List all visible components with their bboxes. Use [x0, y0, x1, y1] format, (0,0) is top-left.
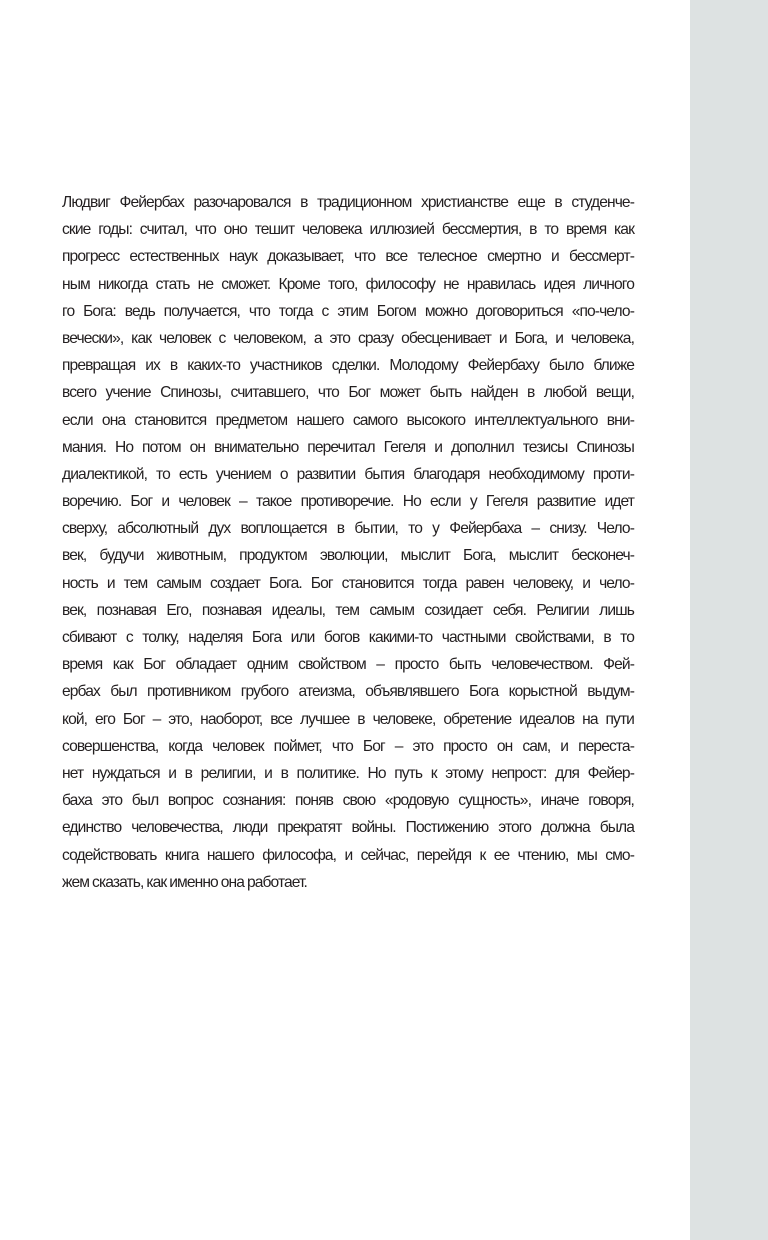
paragraph-line: вечески», как человек с человеком, а это сразу обесценивает и Бога, и человека,: [62, 329, 634, 347]
paragraph-line: воречию. Бог и человек – такое противоречие. Но если у Гегеля развитие идет: [62, 493, 634, 511]
paragraph-line: ербах был противником грубого атеизма, объявлявшего Бога корыстной выдум-: [62, 683, 634, 701]
paragraph-line: диалектикой, то есть учением о развитии бытия благодаря необходимому проти-: [62, 465, 634, 483]
paragraph-line: прогресс естественных наук доказывает, что все телесное смертно и бессмерт-: [62, 248, 634, 266]
page-edge-band: [690, 0, 768, 1240]
paragraph-line: ным никогда стать не сможет. Кроме того, философу не нравилась идея личного: [62, 275, 634, 293]
paragraph-line: единство человечества, люди прекратят войны. Постижению этого должна была: [62, 819, 634, 837]
paragraph-line: превращая их в каких-то участников сделки. Молодому Фейербаху было ближе: [62, 357, 634, 375]
paragraph-line: Людвиг Фейербах разочаровался в традиционном христианстве еще в студенче-: [62, 194, 634, 211]
paragraph-line: нет нуждаться и в религии, и в политике. Но путь к этому непрост: для Фейер-: [62, 764, 634, 782]
paragraph-line: кой, его Бог – это, наоборот, все лучшее в человеке, обретение идеалов на пути: [62, 710, 634, 728]
paragraph-line: век, познавая Его, познавая идеалы, тем самым созидает себя. Религии лишь: [62, 601, 634, 619]
paragraph-line: ность и тем самым создает Бога. Бог становится тогда равен человеку, и чело-: [62, 574, 634, 592]
paragraph-line: если она становится предметом нашего самого высокого интеллектуального вни-: [62, 411, 634, 429]
paragraph-line: мания. Но потом он внимательно перечитал Гегеля и дополнил тезисы Спинозы: [62, 438, 634, 456]
paragraph-line: баха это был вопрос сознания: поняв свою «родовую сущность», иначе говоря,: [62, 792, 634, 810]
paragraph-line: сверху, абсолютный дух воплощается в бытии, то у Фейербаха – снизу. Чело-: [62, 520, 634, 538]
paragraph-line: время как Бог обладает одним свойством – просто быть человечеством. Фей-: [62, 656, 634, 674]
paragraph-line: совершенства, когда человек поймет, что Бог – это просто он сам, и переста-: [62, 737, 634, 755]
paragraph-line: содействовать книга нашего философа, и сейчас, перейдя к ее чтению, мы смо-: [62, 846, 634, 864]
paragraph-line: сбивают с толку, наделяя Бога или богов какими-то частными свойствами, в то: [62, 629, 634, 646]
paragraph-last-line: жем сказать, как именно она работает.: [62, 873, 307, 891]
body-paragraph: [62, 189, 634, 896]
paragraph-line: го Бога: ведь получается, что тогда с этим Богом можно договориться «по-чело-: [62, 302, 634, 320]
paragraph-line: ские годы: считал, что оно тешит человека иллюзией бессмертия, в то время как: [62, 221, 634, 239]
paragraph-line: всего учение Спинозы, считавшего, что Бог может быть найден в любой вещи,: [62, 384, 634, 402]
paragraph-line: век, будучи животным, продуктом эволюции, мыслит Бога, мыслит бесконеч-: [62, 547, 634, 565]
